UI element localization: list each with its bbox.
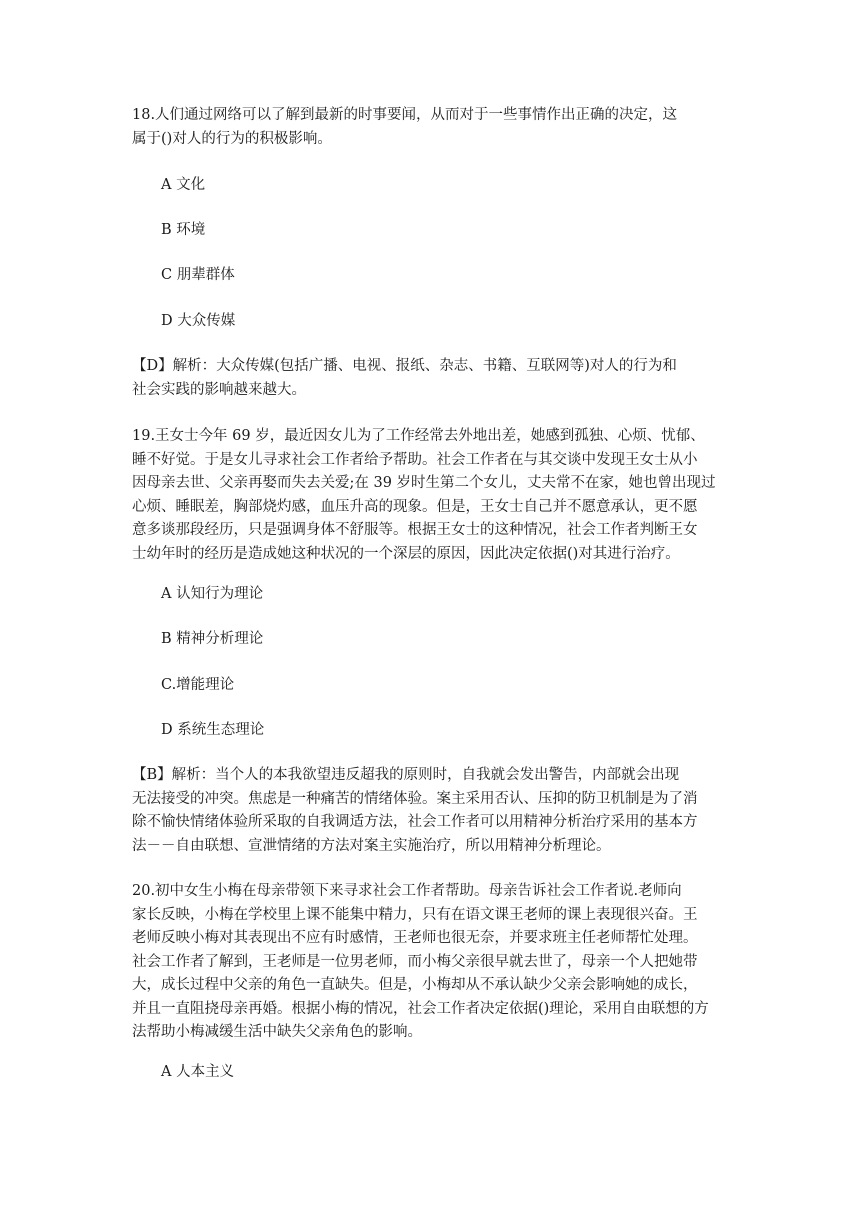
question-18-option-a: A 文化 <box>161 177 206 193</box>
question-19-option-c: C.增能理论 <box>161 677 235 693</box>
stem-line: 士幼年时的经历是造成她这种状况的一个深层的原因，因此决定依据()对其进行治疗。 <box>132 545 680 562</box>
question-18-option-b: B 环境 <box>161 222 206 238</box>
stem-line: 法帮助小梅减缓生活中缺失父亲角色的影响。 <box>132 1024 422 1040</box>
answer-line: 社会实践的影响越来越大。 <box>132 381 306 398</box>
answer-line: 【B】解析：当个人的本我欲望违反超我的原则时，自我就会发出警告，内部就会出现 <box>132 767 680 783</box>
answer-line: 无法接受的冲突。焦虑是一种痛苦的情绪体验。案主采用否认、压抑的防卫机制是为了消 <box>132 790 698 807</box>
stem-line: 社会工作者了解到，王老师是一位男老师，而小梅父亲很早就去世了，母亲一个人把她带 <box>132 953 698 970</box>
question-19-option-b: B 精神分析理论 <box>161 631 264 647</box>
stem-line: 家长反映，小梅在学校里上课不能集中精力，只有在语文课王老师的课上表现很兴奋。王 <box>132 906 698 923</box>
stem-line: 因母亲去世、父亲再娶而失去关爱;在 39 岁时生第二个女儿，丈夫常不在家，她也曾出现过 <box>132 475 716 491</box>
stem-line: 老师反映小梅对其表现出不应有时感情，王老师也很无奈，并要求班主任老师帮忙处理。 <box>132 930 698 946</box>
stem-line: 睡不好觉。于是女儿寻求社会工作者给予帮助。社会工作者在与其交谈中发现王女士从小 <box>132 451 698 468</box>
stem-line: 意多谈那段经历，只是强调身体不舒服等。根据王女士的这种情况，社会工作者判断王女 <box>132 522 698 538</box>
question-20-option-a: A 人本主义 <box>161 1064 235 1080</box>
question-19-stem <box>132 425 737 566</box>
stem-line: 并且一直阻挠母亲再婚。根据小梅的情况，社会工作者决定依据()理论，采用自由联想的方 <box>132 1000 709 1017</box>
question-18-option-d: D 大众传媒 <box>161 313 236 329</box>
question-18-stem <box>132 104 737 151</box>
stem-line: 19.王女士今年 69 岁，最近因女儿为了工作经常去外地出差，她感到孤独、心烦、忧郁、 <box>132 428 705 444</box>
question-20-stem <box>132 880 737 1045</box>
question-18-answer <box>132 355 737 402</box>
stem-line: 心烦、睡眠差，胸部烧灼感，血压升高的现象。但是，王女士自己并不愿意承认，更不愿 <box>132 498 698 515</box>
answer-line: 法－－自由联想、宣泄情绪的方法对案主实施治疗，所以用精神分析理论。 <box>132 837 611 854</box>
stem-line: 18.人们通过网络可以了解到最新的时事要闻，从而对于一些事情作出正确的决定，这 <box>132 107 678 123</box>
question-19-answer <box>132 764 737 858</box>
answer-line: 除不愉快情绪体验所采取的自我调适方法，社会工作者可以用精神分析治疗采用的基本方 <box>132 814 698 830</box>
answer-line: 【D】解析：大众传媒(包括广播、电视、报纸、杂志、书籍、互联网等)对人的行为和 <box>132 358 677 374</box>
question-19-option-d: D 系统生态理论 <box>161 722 265 738</box>
question-19-option-a: A 认知行为理论 <box>161 586 264 602</box>
stem-line: 大，成长过程中父亲的角色一直缺失。但是，小梅却从不承认缺少父亲会影响她的成长， <box>132 977 698 993</box>
question-18-option-c: C 朋辈群体 <box>161 267 235 283</box>
stem-line: 20.初中女生小梅在母亲带领下来寻求社会工作者帮助。母亲告诉社会工作者说.老师向 <box>132 883 682 899</box>
stem-line: 属于()对人的行为的积极影响。 <box>132 130 332 147</box>
